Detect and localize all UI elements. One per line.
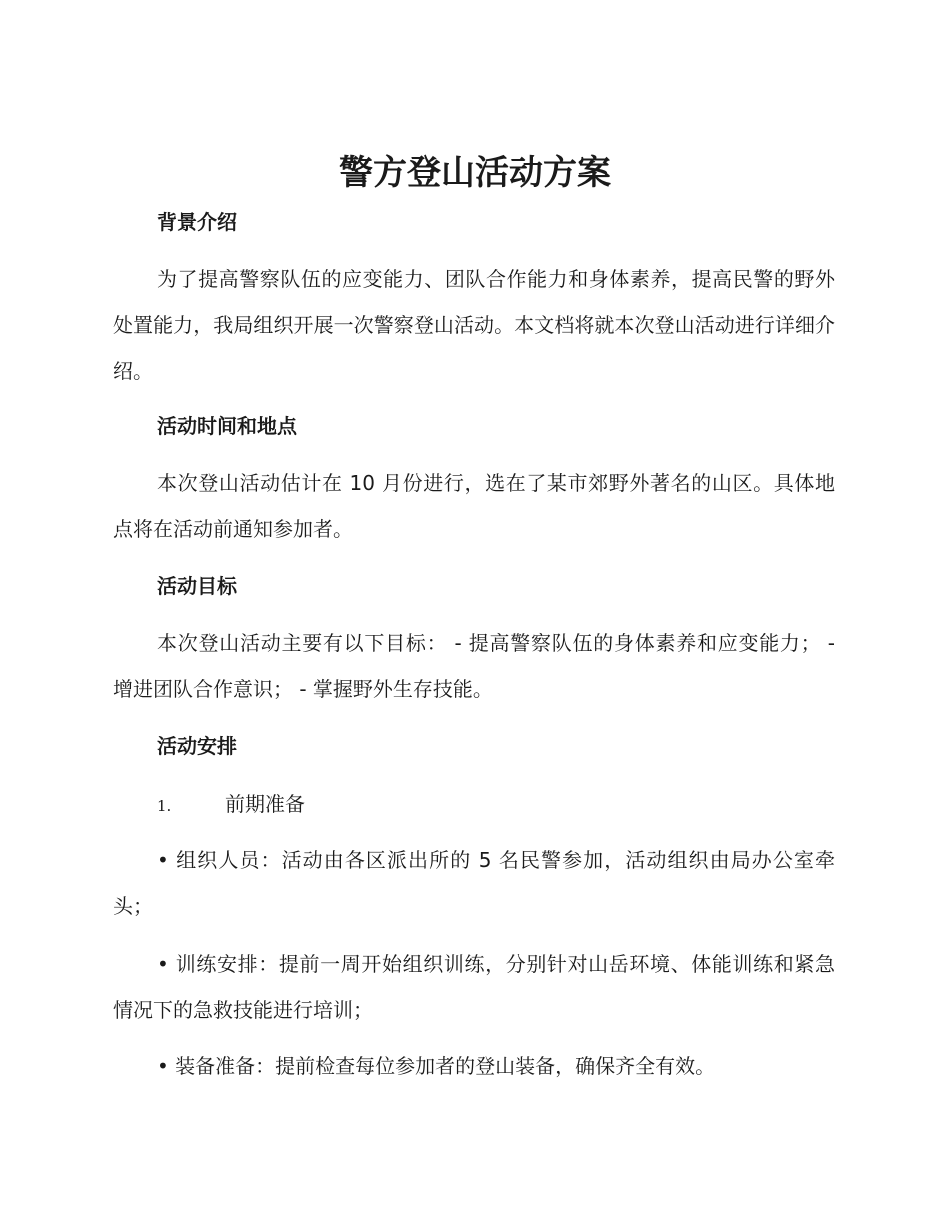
document-title: 警方登山活动方案 [339,153,611,193]
paragraph-background: 为了提高警察队伍的应变能力、团队合作能力和身体素养，提高民警的野外处置能力，我局组织开展一次警察登山活动。本文档将就本次登山活动进行详细介绍。 [113,267,835,383]
bullet-item-equipment: • 装备准备：提前检查每位参加者的登山装备，确保齐全有效。 [157,1054,716,1078]
section-heading-background: 背景介绍 [157,210,237,234]
numbered-list-item [157,790,305,820]
paragraph-time-place: 本次登山活动估计在 10 月份进行，选在了某市郊野外著名的山区。具体地点将在活动前通知参加者。 [113,471,835,541]
bullet-item-training: • 训练安排：提前一周开始组织训练，分别针对山岳环境、体能训练和紧急情况下的急救技能进行培训； [113,952,835,1022]
paragraph-goals: 本次登山活动主要有以下目标： - 提高警察队伍的身体素养和应变能力； - 增进团队合作意识； - 掌握野外生存技能。 [113,631,835,701]
section-heading-arrangement: 活动安排 [157,734,237,758]
section-heading-goals: 活动目标 [157,574,237,598]
section-heading-time-place: 活动时间和地点 [157,414,297,438]
bullet-item-personnel: • 组织人员：活动由各区派出所的 5 名民警参加，活动组织由局办公室牵头； [113,848,835,918]
list-label: 前期准备 [225,792,305,816]
list-number: 1. [157,797,172,815]
